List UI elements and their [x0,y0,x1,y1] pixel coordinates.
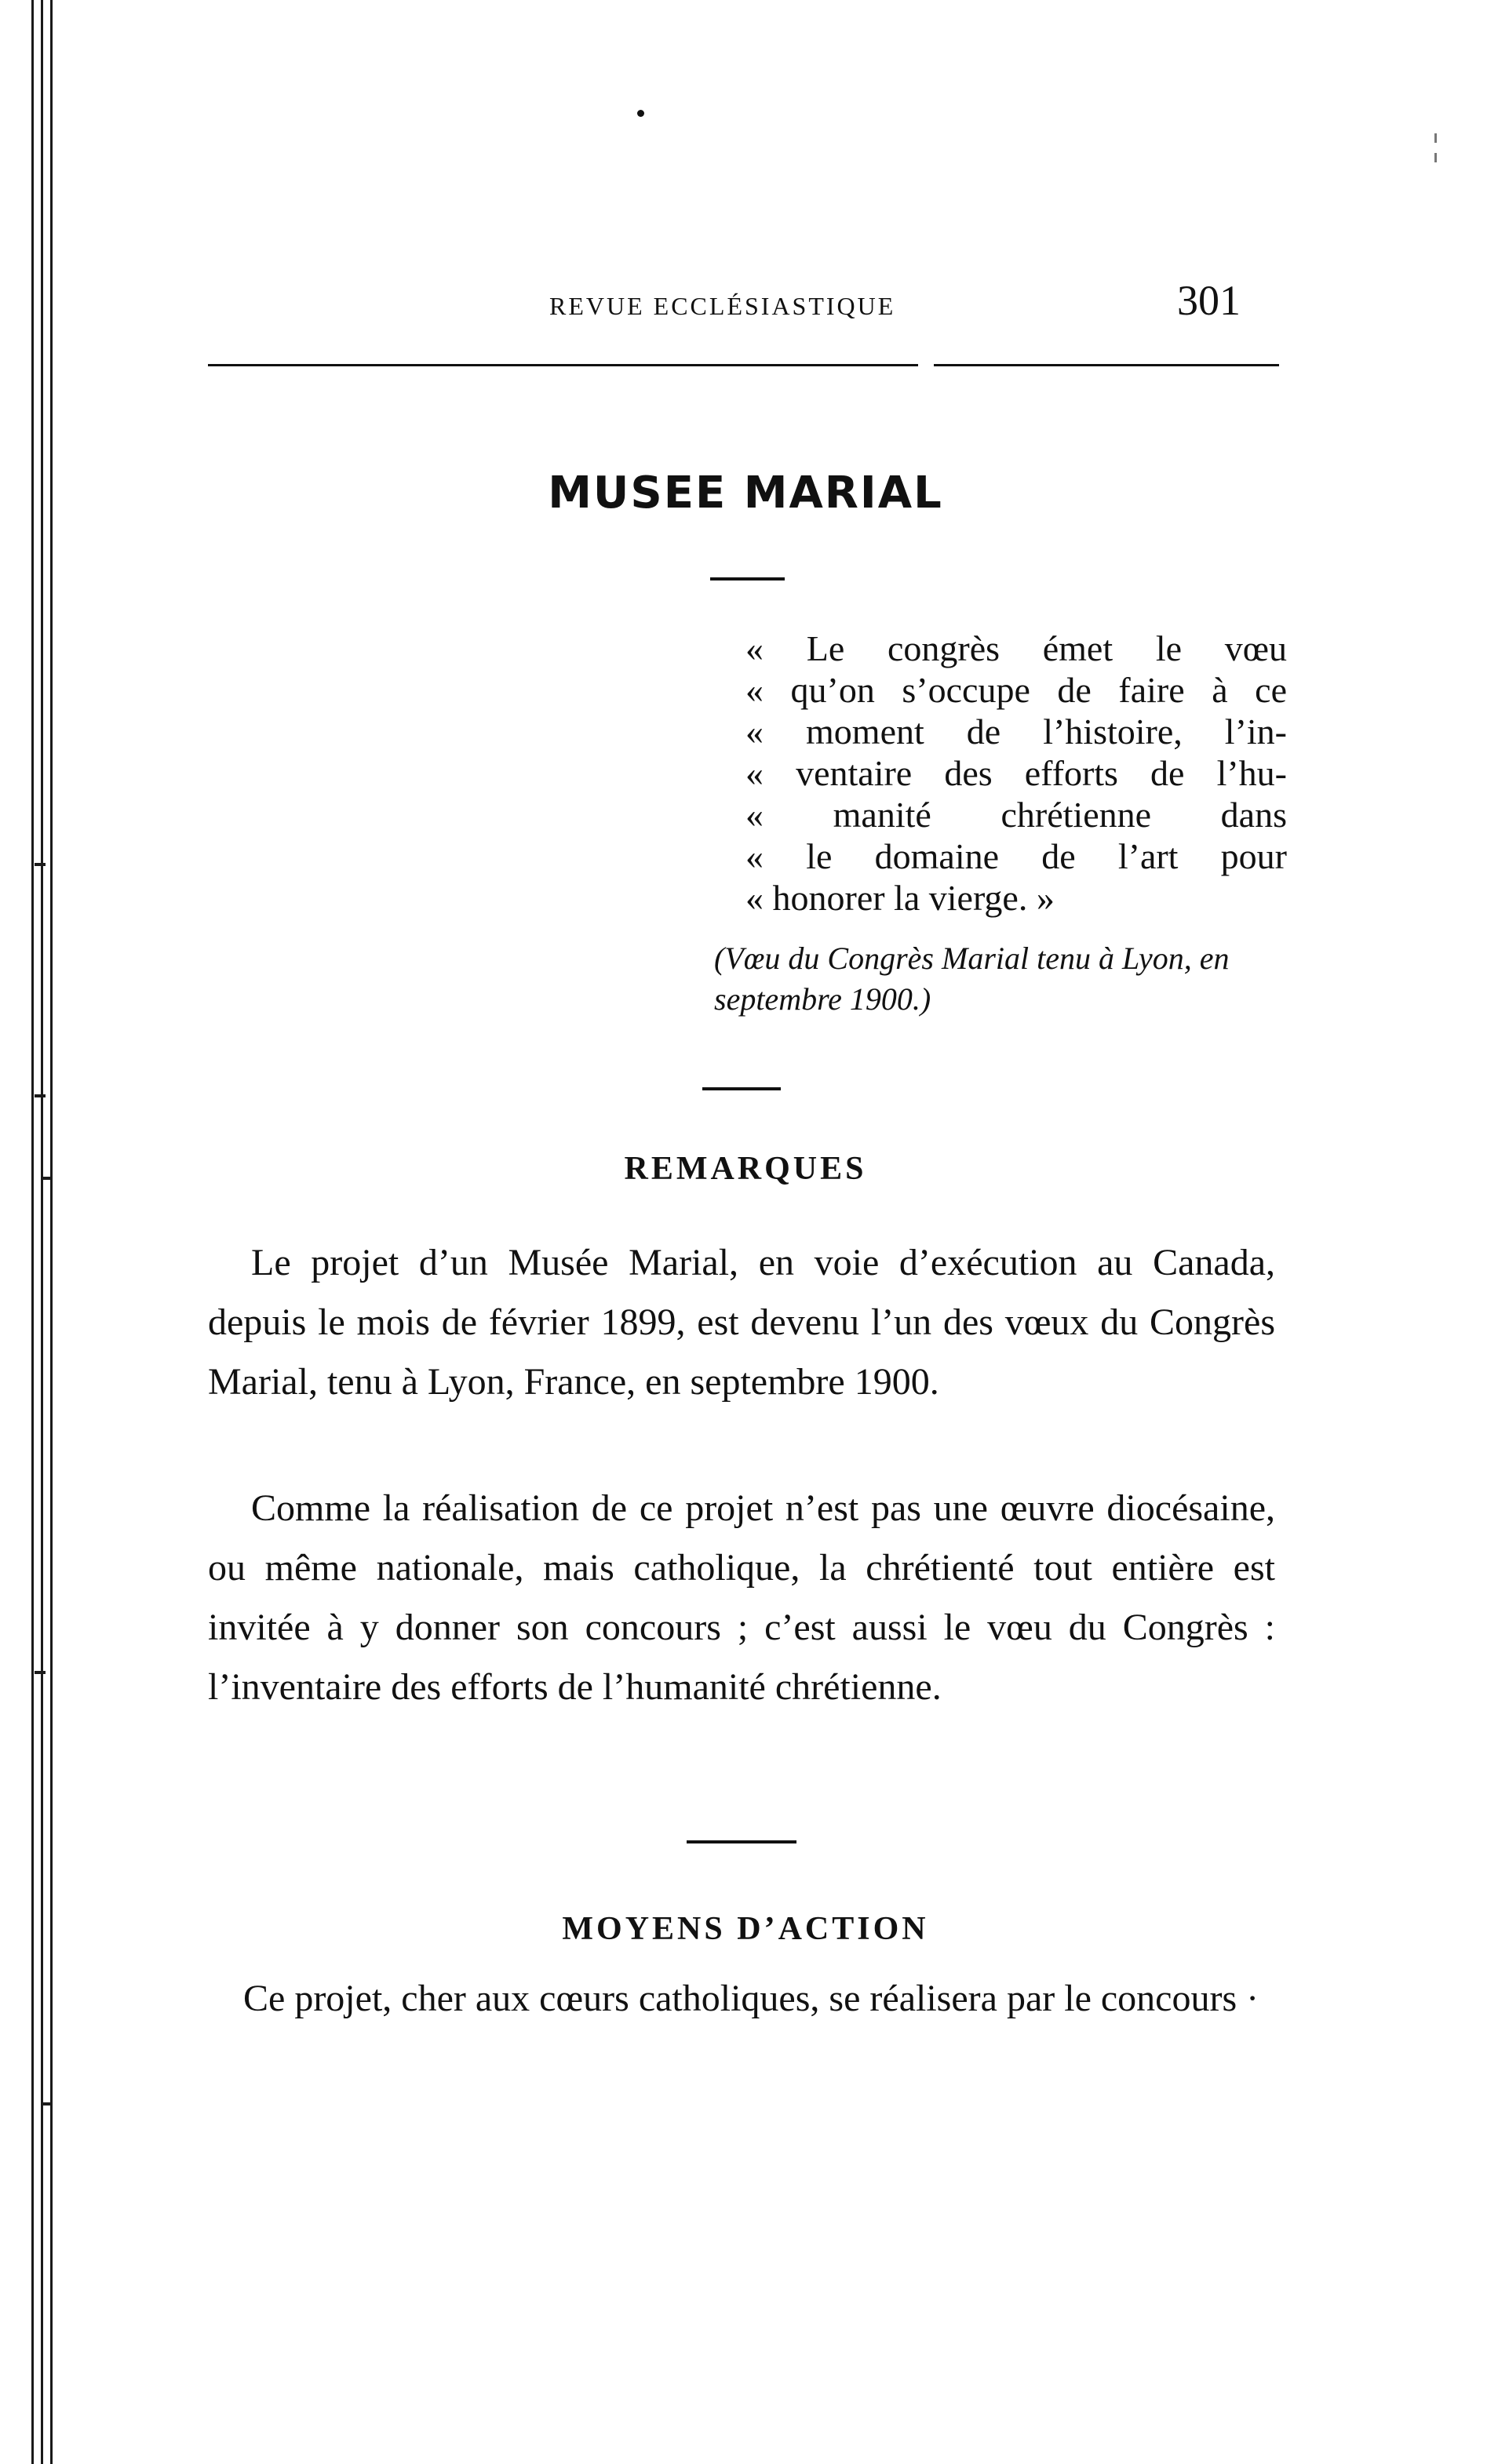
ink-dot [637,110,644,117]
epigraph [745,628,1287,919]
scan-edge-mark [41,1177,52,1180]
section-heading-remarques: REMARQUES [624,1151,867,1187]
epigraph-line: « honorer la vierge. » [745,878,1055,918]
scan-edge-mark [41,2102,52,2106]
scan-edge-mark [35,1094,46,1097]
scan-edge-line [41,0,43,2464]
epigraph-line: « manité chrétienne dans [745,795,1287,835]
scan-speck [1434,153,1437,162]
epigraph-line: « le domaine de l’art pour [745,836,1287,876]
scan-edge-mark [35,863,46,866]
title-rule [710,577,785,581]
epigraph-line: « Le congrès émet le vœu [745,628,1287,668]
running-title: REVUE ECCLÉSIASTIQUE [549,292,896,320]
paragraph: Comme la réalisation de ce projet n’est pas une œuvre diocésaine, ou même nationale, mais catholique, la chrétienté tout entière est invitée à y donner son concours ; c’est aussi le vœu du Congrès : l’inventaire des efforts de l’humanité chrétienne. [208,1487,1275,1708]
scan-edge-line [50,0,53,2464]
page-title: MUSEE MARIAL [548,468,943,519]
scan-edge-line [31,0,34,2464]
paragraph: Le projet d’un Musée Marial, en voie d’exécution au Canada, depuis le mois de février 1899, est devenu l’un des vœux du Congrès Marial, tenu à Lyon, France, en septembre 1900. [208,1242,1275,1403]
section-rule [702,1087,781,1090]
paragraph: Ce projet, cher aux cœurs catholiques, se réalisera par le concours · [243,1978,1259,2019]
section-rule [687,1840,796,1843]
header-rule [934,364,1279,366]
scan-speck [1434,133,1437,143]
epigraph-line: « ventaire des efforts de l’hu- [745,753,1287,793]
epigraph-source: (Vœu du Congrès Marial tenu à Lyon, en septembre 1900.) [714,941,1230,1017]
page-number: 301 [1177,277,1241,324]
scan-edge-mark [35,1671,46,1674]
header-rule [208,364,918,366]
epigraph-line: « moment de l’histoire, l’in- [745,712,1287,752]
section-heading-moyens: MOYENS D’ACTION [562,1911,929,1947]
epigraph-line: « qu’on s’occupe de faire à ce [745,670,1287,710]
